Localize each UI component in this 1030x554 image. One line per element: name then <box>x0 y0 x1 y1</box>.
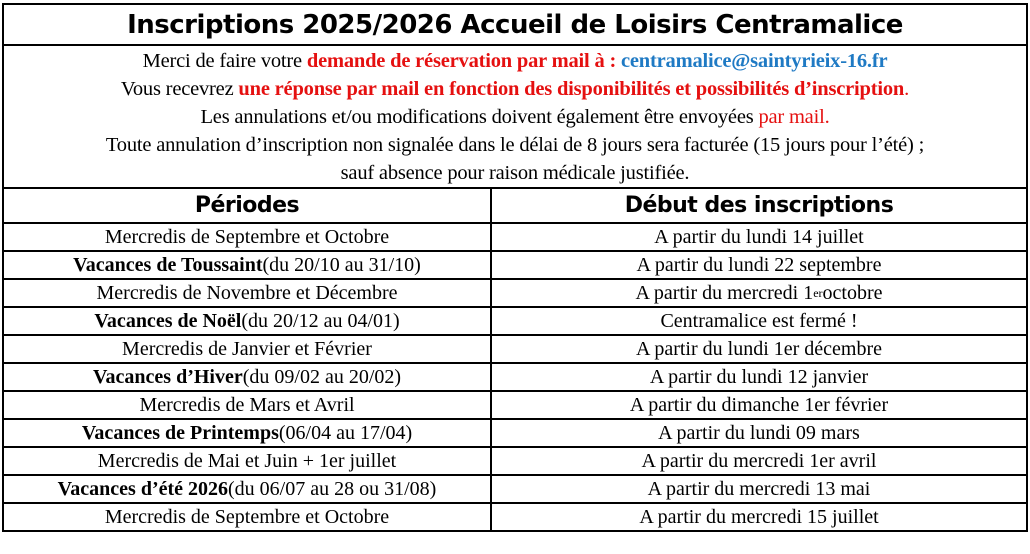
text-segment: Mercredis de Novembre et Décembre <box>96 281 398 304</box>
text-segment: Vous recevrez <box>120 77 239 100</box>
table-header-row <box>4 189 1026 224</box>
text-segment: Vacances d’Hiver <box>92 365 243 388</box>
text-segment: A partir du mercredi 1 <box>635 281 814 304</box>
table-row <box>4 308 1026 336</box>
column-header-debut-inscriptions: Début des inscriptions <box>624 193 894 218</box>
text-segment: A partir du mercredi 15 juillet <box>639 505 879 528</box>
text-segment: A partir du dimanche 1er février <box>629 393 889 416</box>
text-segment: par mail. <box>758 105 830 128</box>
debut-inscription-cell <box>492 476 1026 502</box>
table-row <box>4 476 1026 504</box>
page-title: Inscriptions 2025/2026 Accueil de Loisirs Centramalice <box>127 9 903 40</box>
text-segment: A partir du mercredi 13 mai <box>647 477 871 500</box>
text-segment: A partir du lundi 12 janvier <box>649 365 869 388</box>
text-segment: A partir du lundi 1er décembre <box>635 337 883 360</box>
periode-cell <box>4 364 492 390</box>
text-segment: Vacances de Printemps <box>81 421 279 444</box>
document-table <box>2 3 1028 532</box>
text-segment: Mercredis de Mai et Juin + 1er juillet <box>97 449 397 472</box>
text-segment: (du 09/02 au 20/02) <box>242 365 402 388</box>
text-segment: . <box>904 77 910 100</box>
periode-cell <box>4 476 492 502</box>
debut-inscription-cell <box>492 336 1026 362</box>
debut-inscription-cell <box>492 420 1026 446</box>
table-row <box>4 504 1026 530</box>
debut-inscription-cell <box>492 224 1026 250</box>
title-row <box>4 5 1026 46</box>
text-segment: A partir du lundi 22 septembre <box>636 253 882 276</box>
debut-inscription-cell <box>492 308 1026 334</box>
text-segment: Mercredis de Janvier et Février <box>122 337 372 360</box>
text-segment: (du 06/07 au 28 ou 31/08) <box>228 477 437 500</box>
periode-cell <box>4 448 492 474</box>
text-segment: Vacances de Noël <box>94 309 242 332</box>
periode-cell <box>4 504 492 530</box>
debut-inscription-cell <box>492 252 1026 278</box>
text-segment: Vacances d’été 2026 <box>57 477 229 500</box>
email-link[interactable]: centramalice@saintyrieix-16.fr <box>621 49 888 72</box>
column-header-periodes: Périodes <box>4 189 492 222</box>
intro-line <box>4 159 1026 187</box>
periode-cell <box>4 252 492 278</box>
table-row <box>4 420 1026 448</box>
text-segment: une réponse par mail en fonction des disponibilités et possibilités d’inscription <box>238 77 905 100</box>
text-segment: (du 20/12 au 04/01) <box>241 309 400 332</box>
periode-cell <box>4 224 492 250</box>
table-row <box>4 392 1026 420</box>
periode-cell <box>4 280 492 306</box>
intro-line <box>4 75 1026 103</box>
intro-line <box>4 131 1026 159</box>
table-row <box>4 252 1026 280</box>
debut-inscription-cell: A partir du mercredi 1 er octobre <box>635 281 883 304</box>
text-segment: demande de réservation par mail à : <box>306 49 621 72</box>
periode-cell <box>4 392 492 418</box>
text-segment: Vacances de Toussaint <box>73 253 263 276</box>
table-row <box>4 280 1026 308</box>
intro-line <box>4 103 1026 131</box>
text-segment: A partir du lundi 09 mars <box>658 421 860 444</box>
debut-inscription-cell <box>492 448 1026 474</box>
periode-cell <box>4 336 492 362</box>
text-segment: sauf absence pour raison médicale justifiée. <box>340 161 690 184</box>
debut-inscription-cell <box>492 392 1026 418</box>
text-segment: Toute annulation d’inscription non signalée dans le délai de 8 jours sera facturée (15 jours pour l’été) ; <box>105 133 925 156</box>
table-row <box>4 336 1026 364</box>
text-segment: (du 20/10 au 31/10) <box>262 253 421 276</box>
periode-cell <box>4 308 492 334</box>
debut-inscription-cell <box>492 364 1026 390</box>
text-segment: Mercredis de Mars et Avril <box>139 393 355 416</box>
table-row <box>4 364 1026 392</box>
intro-line <box>4 47 1026 75</box>
text-segment: Merci de faire votre <box>142 49 307 72</box>
table-row <box>4 448 1026 476</box>
text-segment: (06/04 au 17/04) <box>278 421 413 444</box>
periode-cell <box>4 420 492 446</box>
text-segment: Mercredis de Septembre et Octobre <box>104 505 390 528</box>
text-segment: A partir du mercredi 1er avril <box>641 449 877 472</box>
table-row <box>4 224 1026 252</box>
text-segment: A partir du lundi 14 juillet <box>654 225 864 248</box>
text-segment: Les annulations et/ou modifications doivent également être envoyées <box>200 105 759 128</box>
debut-inscription-cell <box>492 504 1026 530</box>
text-segment: octobre <box>822 281 883 304</box>
text-segment: Centramalice est fermé ! <box>660 309 858 332</box>
table-body <box>4 224 1026 530</box>
intro-paragraph <box>4 46 1026 189</box>
text-segment: Mercredis de Septembre et Octobre <box>104 225 390 248</box>
